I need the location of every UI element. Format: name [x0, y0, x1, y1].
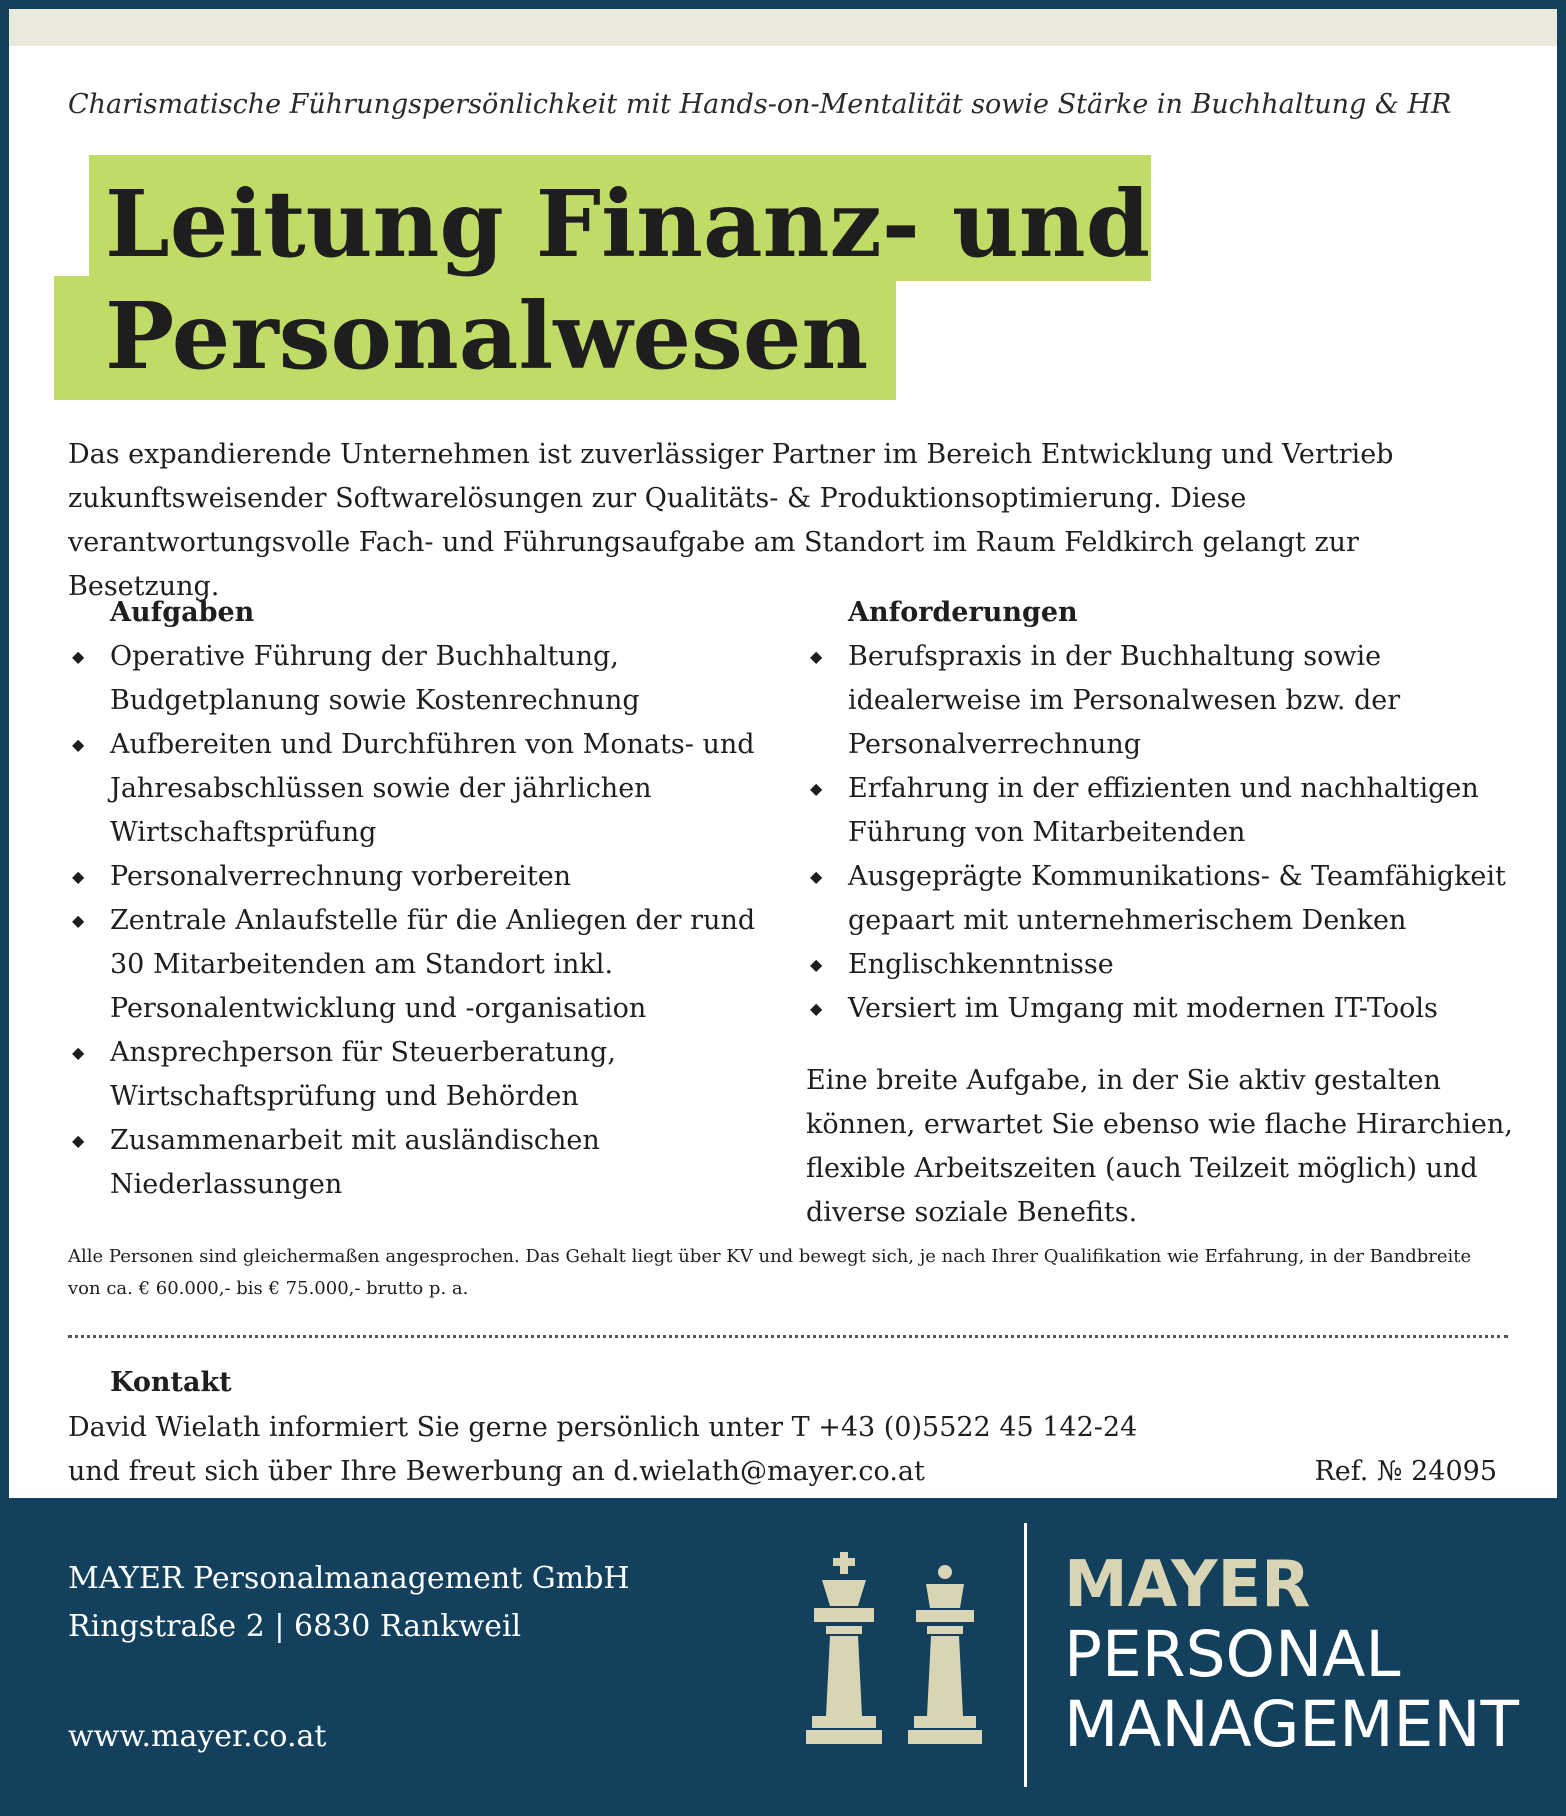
brand-personal: PERSONAL [1064, 1618, 1401, 1691]
list-item: ◆ Zusammenarbeit mit ausländischen Niederlassungen [68, 1119, 768, 1207]
list-item: ◆ Erfahrung in der effizienten und nachhaltigen Führung von Mitarbeitenden [806, 767, 1526, 855]
requirements-heading: Anforderungen [848, 597, 1078, 628]
brand-mayer: MAYER [1064, 1548, 1311, 1622]
list-item: ◆ Aufbereiten und Durchführen von Monats- und Jahresabschlüssen sowie der jährlichen Wirtschaftsprüfung [68, 723, 768, 855]
job-title [105, 168, 1150, 392]
fineprint: Alle Personen sind gleichermaßen angesprochen. Das Gehalt liegt über KV und bewegt sich, je nach Ihrer Qualifikation wie Erfahrung, in der Bandbreite von ca. € 60.000,- bis € 75.000,- brutto p. a. [68, 1246, 1472, 1299]
bullet-icon: ◆ [810, 955, 823, 974]
requirements-list [806, 635, 1526, 1031]
bullet-icon: ◆ [72, 1043, 85, 1062]
contact-heading: Kontakt [110, 1367, 232, 1398]
footer-company: MAYER Personalmanagement GmbH [68, 1561, 630, 1596]
list-item: ◆ Personalverrechnung vorbereiten [68, 855, 768, 899]
reference-number: Ref. № 24095 [1314, 1456, 1497, 1487]
tasks-column [68, 591, 768, 1207]
job-title-line-2: Personalwesen [105, 282, 869, 390]
bullet-icon: ◆ [72, 647, 85, 666]
bullet-icon: ◆ [72, 735, 85, 754]
dotted-divider [68, 1335, 1508, 1338]
intro-paragraph: Das expandierende Unternehmen ist zuverlässiger Partner im Bereich Entwicklung und Vertrieb zukunftsweisender Softwarelösungen zur Qualitäts- & Produktionsoptimierung. Diese verantwortungsvolle Fach- und Führungsaufgabe am Standort im Raum Feldkirch gelangt zur Besetzung. [68, 439, 1394, 602]
list-item: ◆ Operative Führung der Buchhaltung, Budgetplanung sowie Kostenrechnung [68, 635, 768, 723]
contact-text [68, 1406, 1137, 1494]
list-item: ◆ Versiert im Umgang mit modernen IT-Tools [806, 987, 1526, 1031]
contact-line-2: und freut sich über Ihre Bewerbung an d.wielath@mayer.co.at [68, 1456, 925, 1487]
brand-management: MANAGEMENT [1064, 1688, 1519, 1761]
list-item: ◆ Zentrale Anlaufstelle für die Anliegen der rund 30 Mitarbeitenden am Standort inkl. Personalentwicklung und -organisation [68, 899, 768, 1031]
job-title-line-1: Leitung Finanz- und [105, 170, 1151, 278]
requirements-column [806, 591, 1526, 1235]
bullet-icon: ◆ [72, 911, 85, 930]
bullet-icon: ◆ [810, 647, 823, 666]
bullet-icon: ◆ [72, 867, 85, 886]
footer-address: Ringstraße 2 | 6830 Rankweil [68, 1609, 522, 1644]
top-strip [9, 9, 1557, 46]
list-item: ◆ Ausgeprägte Kommunikations- & Teamfähigkeit gepaart mit unternehmerischem Denken [806, 855, 1526, 943]
list-item: ◆ Englischkenntnisse [806, 943, 1526, 987]
bullet-icon: ◆ [810, 779, 823, 798]
bullet-icon: ◆ [72, 1131, 85, 1150]
footer-divider [1024, 1523, 1027, 1787]
footer-website[interactable]: www.mayer.co.at [68, 1719, 327, 1754]
closing-paragraph: Eine breite Aufgabe, in der Sie aktiv gestalten können, erwartet Sie ebenso wie flache Hirarchien, flexible Arbeitszeiten (auch Teilzeit möglich) und diverse soziale Benefits. [806, 1065, 1513, 1228]
list-item: ◆ Berufspraxis in der Buchhaltung sowie idealerweise im Personalwesen bzw. der Personalverrechnung [806, 635, 1526, 767]
tasks-list [68, 635, 768, 1207]
contact-line-1: David Wielath informiert Sie gerne persönlich unter T +43 (0)5522 45 142-24 [68, 1412, 1138, 1443]
tagline: Charismatische Führungspersönlichkeit mit Hands-on-Mentalität sowie Stärke in Buchhaltung & HR [68, 89, 1452, 120]
chess-king-and-queen-icon [800, 1550, 990, 1750]
bullet-icon: ◆ [810, 999, 823, 1018]
list-item: ◆ Ansprechperson für Steuerberatung, Wirtschaftsprüfung und Behörden [68, 1031, 768, 1119]
tasks-heading: Aufgaben [110, 597, 255, 628]
job-ad-paper [9, 9, 1557, 1498]
bullet-icon: ◆ [810, 867, 823, 886]
